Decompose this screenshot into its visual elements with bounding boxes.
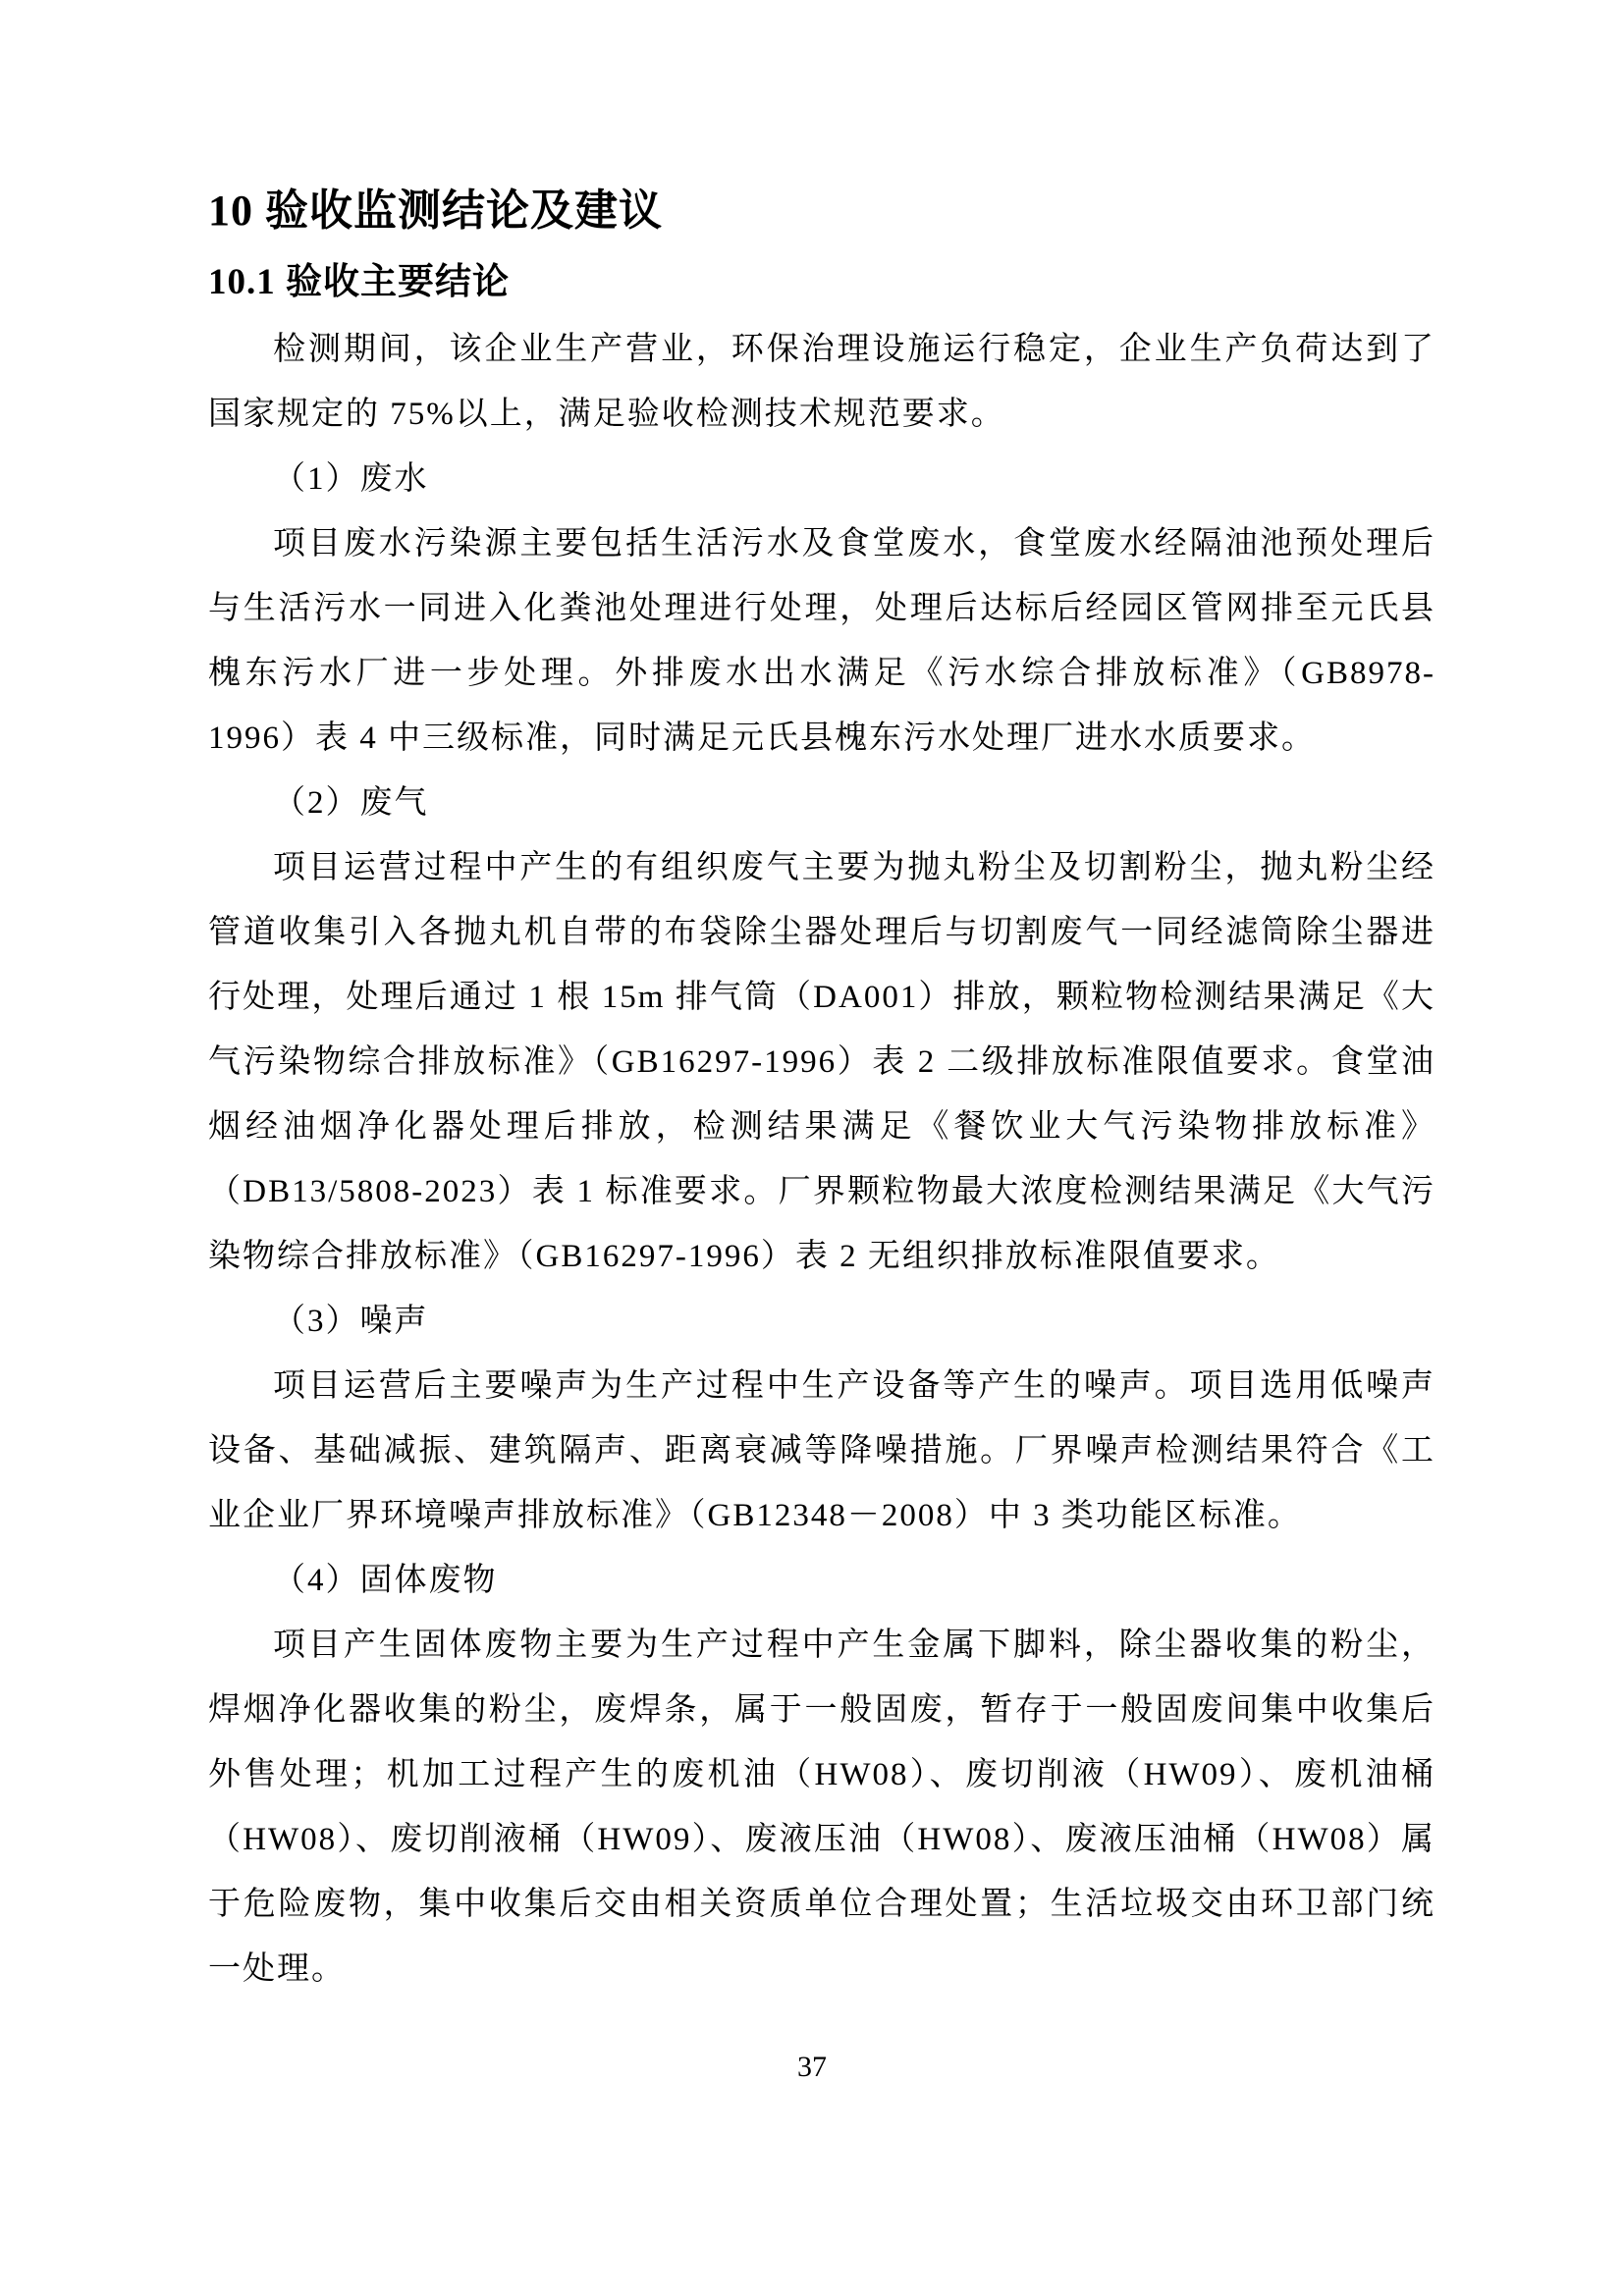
page-number: 37 [797,2051,827,2083]
chapter-title: 10 验收监测结论及建议 [208,187,663,235]
paragraph-waste-gas: 项目运营过程中产生的有组织废气主要为抛丸粉尘及切割粉尘，抛丸粉尘经管道收集引入各抛丸机自带的布袋除尘器处理后与切割废气一同经滤筒除尘器进行处理，处理后通过 1 根 15m 排气筒（DA001）排放，颗粒物检测结果满足《大气污染物综合排放标准》（GB16297-1996）表 2 二级排放标准限值要求。食堂油烟经油烟净化器处理后排放，检测结果满足《餐饮业大气污染物排放标准》（DB13/5808-2023）表 1 标准要求。厂界颗粒物最大浓度检测结果满足《大气污染物综合排放标准》（GB16297-1996）表 2 无组织排放标准限值要求。 [208,850,1435,1275]
subhead-solid-waste: （4）固体废物 [273,1563,498,1599]
paragraph-solid-waste: 项目产生固体废物主要为生产过程中产生金属下脚料，除尘器收集的粉尘，焊烟净化器收集的粉尘，废焊条，属于一般固废，暂存于一般固废间集中收集后外售处理；机加工过程产生的废机油（HW08）、废切削液（HW09）、废机油桶（HW08）、废切削液桶（HW09）、废液压油（HW08）、废液压油桶（HW08）属于危险废物，集中收集后交由相关资质单位合理处置；生活垃圾交由环卫部门统一处理。 [208,1628,1435,1988]
paragraph-wastewater: 项目废水污染源主要包括生活污水及食堂废水，食堂废水经隔油池预处理后与生活污水一同进入化粪池处理进行处理，处理后达标后经园区管网排至元氏县槐东污水厂进一步处理。外排废水出水满足《污水综合排放标准》（GB8978-1996）表 4 中三级标准，同时满足元氏县槐东污水处理厂进水水质要求。 [208,526,1435,757]
subhead-waste-gas: （2）废气 [273,785,429,822]
subhead-wastewater: （1）废水 [273,461,429,498]
section-title: 10.1 验收主要结论 [208,261,510,302]
document-body [208,187,1435,2002]
subhead-noise: （3）噪声 [273,1304,429,1340]
paragraph-noise: 项目运营后主要噪声为生产过程中生产设备等产生的噪声。项目选用低噪声设备、基础减振、建筑隔声、距离衰减等降噪措施。厂界噪声检测结果符合《工业企业厂界环境噪声排放标准》（GB12348－2008）中 3 类功能区标准。 [208,1368,1435,1534]
paragraph-intro: 检测期间，该企业生产营业，环保治理设施运行稳定，企业生产负荷达到了国家规定的 75%以上，满足验收检测技术规范要求。 [208,332,1435,433]
